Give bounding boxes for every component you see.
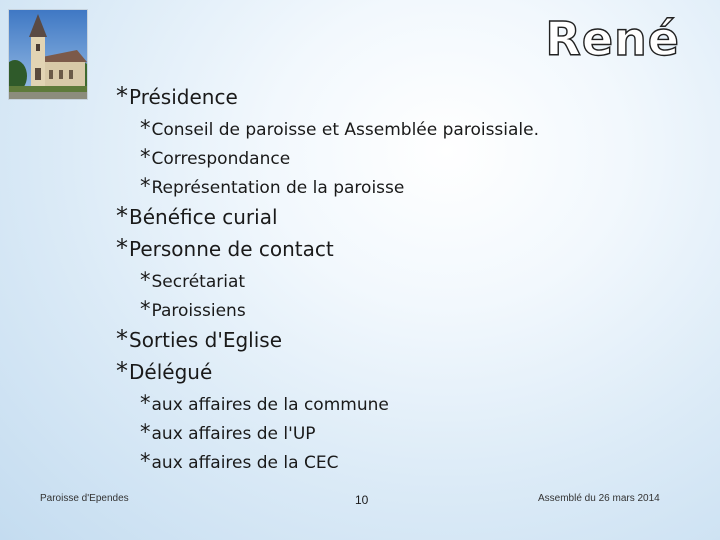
bullet-icon: * bbox=[116, 357, 128, 385]
bullet-icon: * bbox=[140, 391, 151, 415]
list-item-text: Représentation de la paroisse bbox=[151, 178, 405, 198]
slide-title: René bbox=[545, 12, 680, 66]
list-item-text: Conseil de paroisse et Assemblée paroissiale. bbox=[151, 120, 540, 140]
list-item-text: Correspondance bbox=[151, 149, 291, 169]
church-photo bbox=[8, 9, 88, 100]
list-item bbox=[140, 451, 338, 472]
bullet-icon: * bbox=[116, 202, 128, 230]
list-item bbox=[116, 359, 212, 383]
footer-date: Assemblé du 26 mars 2014 bbox=[538, 493, 660, 504]
list-item-text: Secrétariat bbox=[151, 272, 246, 292]
list-item bbox=[116, 327, 282, 351]
footer-organization: Paroisse d'Ependes bbox=[40, 493, 129, 504]
list-item bbox=[116, 204, 278, 228]
list-item-text: Personne de contact bbox=[129, 237, 334, 261]
list-item bbox=[140, 422, 316, 443]
list-item bbox=[140, 270, 245, 291]
bullet-icon: * bbox=[140, 449, 151, 473]
list-item bbox=[140, 118, 539, 139]
list-item-text: aux affaires de l'UP bbox=[151, 424, 316, 444]
bullet-icon: * bbox=[140, 420, 151, 444]
bullet-icon: * bbox=[116, 234, 128, 262]
page-number: 10 bbox=[355, 493, 369, 507]
list-item bbox=[140, 299, 246, 320]
bullet-icon: * bbox=[116, 82, 128, 110]
list-item bbox=[140, 393, 389, 414]
list-item bbox=[140, 176, 404, 197]
bullet-icon: * bbox=[140, 268, 151, 292]
list-item bbox=[140, 147, 290, 168]
bullet-icon: * bbox=[140, 116, 151, 140]
bullet-icon: * bbox=[140, 297, 151, 321]
list-item-text: aux affaires de la commune bbox=[151, 395, 389, 415]
list-item-text: aux affaires de la CEC bbox=[151, 453, 339, 473]
list-item-text: Délégué bbox=[129, 360, 213, 384]
list-item-text: Sorties d'Eglise bbox=[129, 328, 282, 352]
bullet-icon: * bbox=[116, 325, 128, 353]
bullet-icon: * bbox=[140, 174, 151, 198]
list-item bbox=[116, 236, 334, 260]
list-item-text: Présidence bbox=[129, 85, 238, 109]
list-item-text: Paroissiens bbox=[151, 301, 246, 321]
list-item bbox=[116, 84, 238, 108]
list-item-text: Bénéfice curial bbox=[129, 205, 278, 229]
bullet-icon: * bbox=[140, 145, 151, 169]
